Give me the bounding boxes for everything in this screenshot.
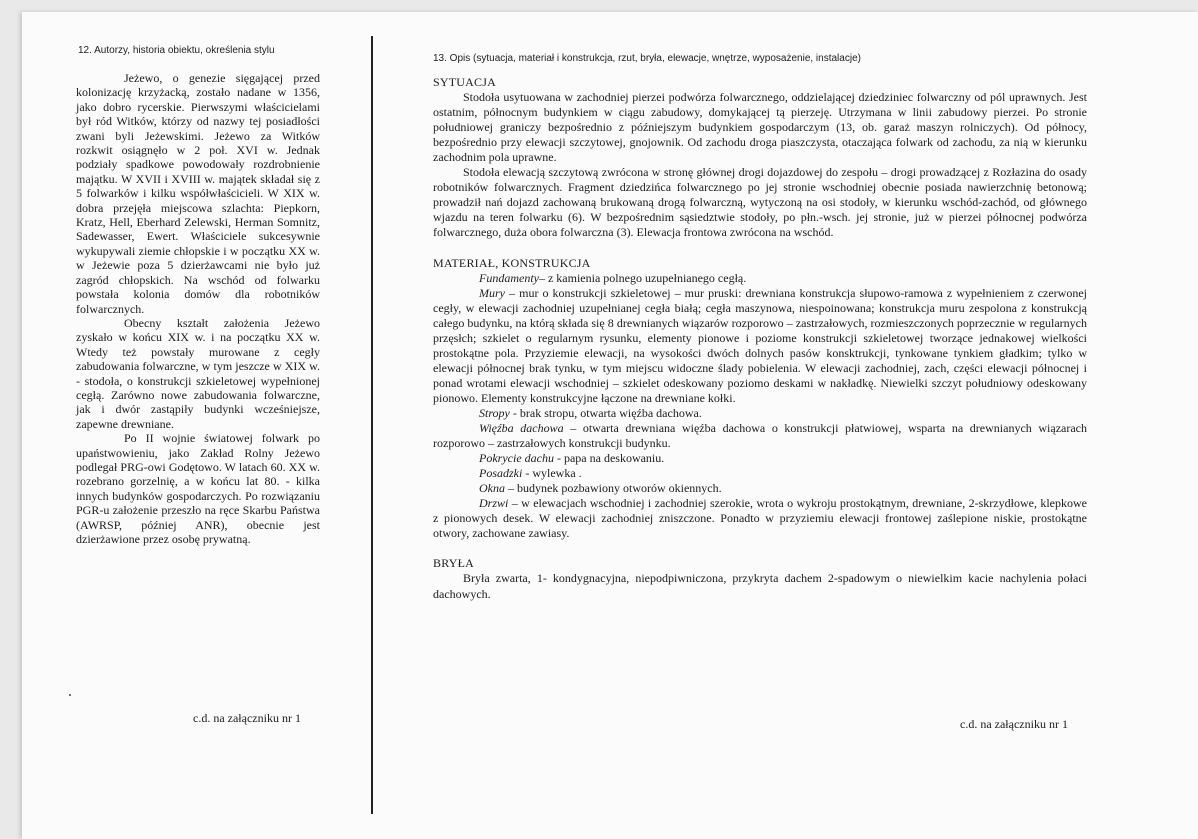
material-term: Drzwi (479, 496, 509, 511)
sytuacja-paragraph-1: Stodoła usytuowana w zachodniej pierzei podwórza folwarcznego, oddzielającej dziedziniec folwarczny od pól uprawnych. Jest ostatnim, północnym budynkiem w ciągu zabudowy, domykającej tą pierzeję. Utrzymana w linii zabudowy pierzei. Po stronie południowej graniczy bezpośrednio z późniejszym budynkiem gospodarczym (13, ob. garaż maszyn rolniczych). Od północy, bezpośrednio przy elewacji szczytowej, gnojownik. Od zachodu droga piaszczysta, otaczająca folwark od zachodu, za nią w kierunku zachodnim pola uprawne. (433, 90, 1087, 165)
history-paragraph-3: Po II wojnie światowej folwark po upaństwowieniu, jako Zakład Rolny Jeżewo podlegał PRG-owi Godętowo. W latach 60. XX w. rozebrano gorzelnię, a w końcu lat 80. - kilka innych budynków gospodarczych. Po rozwiązaniu PGR-u założenie przeszło na ręce Skarbu Państwa (AWRSP, później ANR), obecnie jest dzierżawione przez osobę prywatną. (76, 431, 320, 546)
material-desc: – mur o konstrukcji szkieletowej – mur pruski: drewniana konstrukcja słupowo-ramowa z wypełnieniem z czerwonej cegły, w elewacji zachodniej uzupełnianej cegła białą; cegła maszynowa, niespoinowana; konstrukcja muru zespolona z konstrukcją całego budynku, na którą składa się 8 drewnianych wiązarów rozporowo – zastrzałowych, rozmieszczonych poprzecznie w regularnych przęsłch; szkielet o regularnym rysunku, elementy pionowe i poziome konstrukcji szkieletowej tworzące jednakowej wielkości prostokątne pola. Przyziemie elewacji, na wysokości dwóch dolnych pasów konsktrukcji, tynkowane tynkiem gładkim; tylko w elewacji północnej brak tynku, w tym miejscu widoczne ślady pobielenia. W elewacji zachodniej, zach, części elewacji północnej i ponad wrotami elewacji wschodniej – szkielet odeskowany poziomo deskami w nakładkę. Niewielki szczyt południowy odeskowany pionowo. Elementy konstrukcyjne łączone na drewniane kołki. (433, 285, 1087, 405)
material-term: Więźba dachowa (479, 421, 564, 436)
material-item (433, 451, 1087, 466)
material-desc: – w elewacjach wschodniej i zachodniej szerokie, wrota o wykroju prostokątnym, drewniane, 2-skrzydłowe, klepkowe z pionowych desek. W elewacji zachodniej zniszczone. Ponadto w przyziemiu elewacji frontowej zaślepione niskie, prostokątne otwory, zachowane zawiasy. (433, 496, 1087, 541)
history-paragraph-2: Obecny kształt założenia Jeżewo zyskało w końcu XIX w. i na początku XX w. Wtedy też powstały murowane z cegły zabudowania folwarczne, w tym jeszcze w XIX w. - stodoła, o konstrukcji szkieletowej wypełnionej cegłą. Zarówno nowe zabudowania folwarczne, jak i dwór zastąpiły budynki wcześniejsze, zapewne drewniane. (76, 315, 320, 431)
material-desc: – budynek pozbawiony otworów okiennych. (505, 481, 722, 496)
material-desc: – otwarta drewniana więźba dachowa o konstrukcji płatwiowej, wsparta na drewnianych wiązarach rozporowo – zastrzałowych konstrukcji budynku. (433, 421, 1088, 451)
material-desc: - brak stropu, otwarta więźba dachowa. (509, 405, 702, 420)
material-item (433, 481, 1087, 496)
description-text (433, 75, 1087, 602)
material-item (433, 271, 1087, 286)
material-term: Stropy (479, 405, 510, 420)
material-item (433, 421, 1087, 451)
ink-dot (69, 694, 71, 696)
bryla-paragraph-1: Bryła zwarta, 1- kondygnacyjna, niepodpiwniczona, przykryta dachem 2-spadowym o niewielkim kacie nachylenia połaci dachowych. (433, 571, 1087, 601)
left-continued-note: c.d. na załączniku nr 1 (193, 711, 301, 725)
sytuacja-paragraph-2: Stodoła elewacją szczytową zwrócona w stronę głównej drogi dojazdowej do zespołu – drogi prowadzącej z Rozłazina do osady robotników folwarcznych. Fragment dziedzińca folwarcznego po jej stronie wschodniej obecnie posiada nawierzchnię betonową; prowadził nań dojazd zachowaną brukowaną drogą folwarczną, wytyczoną na osi stodoły, w kierunku wschód-zachód, od głównego wjazdu na teren folwarku (6). W bezpośrednim sąsiedztwie stodoły, po płn.-wsch. jej stronie, już w pierzei północnej podwórza folwarcznego, duża obora folwarczna (3). Elewacja frontowa zwrócona na wschód. (433, 165, 1087, 240)
material-item (433, 466, 1087, 481)
material-term: Fundamenty (479, 270, 539, 285)
section-title-bryla: BRYŁA (433, 556, 475, 571)
material-item (433, 496, 1087, 541)
material-desc: - wylewka . (522, 466, 582, 481)
right-continued-note: c.d. na załączniku nr 1 (960, 717, 1068, 731)
section-title-sytuacja: SYTUACJA (433, 75, 496, 89)
material-desc: – z kamienia polnego uzupełnianego cegłą. (538, 270, 747, 285)
material-term: Mury (479, 285, 505, 300)
right-column-heading: 13. Opis (sytuacja, materiał i konstrukcja, rzut, bryła, elewacje, wnętrze, wyposażenie, instalacje) (433, 53, 861, 64)
material-item (433, 406, 1087, 421)
material-term: Pokrycie dachu (479, 451, 554, 466)
history-paragraph-1: Jeżewo, o genezie sięgającej przed kolonizację krzyżacką, zostało nadane w 1356, jako dobro rycerskie. Pierwszymi właścicielami był ród Witków, którzy od nazwy tej posiadłości zwani byli Jeżewskimi. Jeżewo za Witków rozkwit osiągnęło w 2 poł. XVI w. Jednak podziały spadkowe powodowały rozdrobnienie majątku. W XVII i XVIII w. majątek składał się z 5 folwarków i kilku współwłaścicieli. W XIX w. dobra przejęła miejscowa szlachta: Piepkorn, Kratz, Hell, Eberhard Zelewski, Herman Somnitz, Sadewasser, Ewert. Właściciele sukcesywnie wykupywali ziemie chłopskie i w początku XX w. w Jeżewie poza 5 dzierżawcami nie było już zagród chłopskich. Na wschód od folwarku powstała kolonia domów dla robotników folwarcznych. (76, 71, 320, 316)
material-desc: - papa na deskowaniu. (553, 451, 665, 466)
section-title-material: MATERIAŁ, KONSTRUKCJA (433, 255, 591, 270)
column-divider (371, 36, 373, 814)
material-item (433, 286, 1087, 406)
material-term: Posadzki (479, 466, 523, 481)
left-column-heading: 12. Autorzy, historia obiektu, określenia stylu (78, 45, 275, 56)
history-text (76, 71, 320, 546)
material-term: Okna (479, 481, 505, 496)
